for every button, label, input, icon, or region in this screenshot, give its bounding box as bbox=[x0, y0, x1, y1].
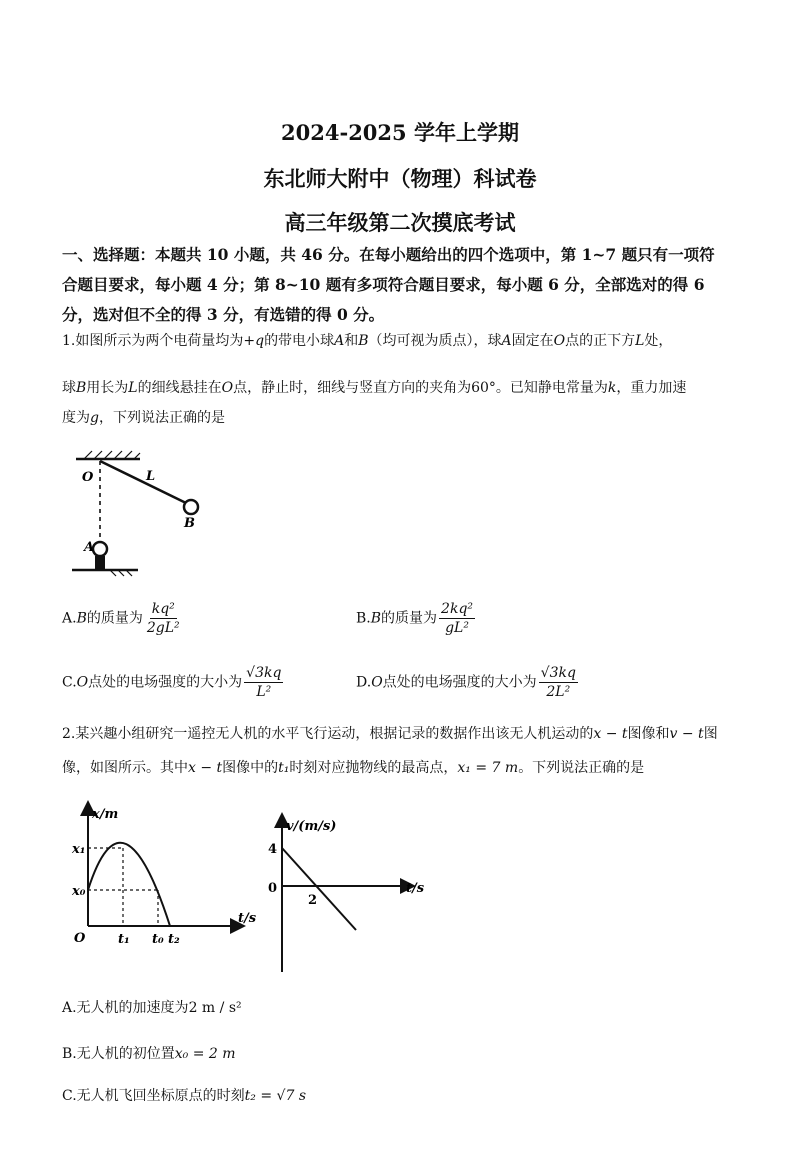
ball-b-icon bbox=[184, 500, 198, 514]
fraction: $\frac{\text{kq²}}{\text{2gL²}}$ bbox=[146, 601, 180, 636]
q1-line-3: 度为g，下列说法正确的是 bbox=[62, 410, 225, 426]
exam-school-title: 东北师大附中（物理）科试卷 bbox=[263, 166, 537, 191]
q1-option-a[interactable]: A.B的质量为 $\frac{\text{kq²}}{\text{2gL²}}$ bbox=[62, 601, 180, 636]
vt-xlabel: t/s bbox=[406, 881, 425, 896]
q2-line-2: 像，如图所示。其中x − t图像中的t₁时刻对应抛物线的最高点，x₁ = 7 m。下列说法正确的是 bbox=[62, 760, 645, 776]
section-instructions bbox=[62, 240, 752, 330]
q1-pendulum-figure bbox=[68, 447, 218, 577]
q1-option-c[interactable]: C.O点处的电场强度的大小为 $\frac{√3kq}{\text{L²}}$ bbox=[62, 665, 282, 700]
xt-t0: t₀ bbox=[152, 932, 164, 947]
section-line-1: 一、选择题：本题共 10 小题，共 46 分。在每小题给出的四个选项中，第 1~7 题只有一项符 bbox=[62, 245, 715, 264]
vt-y4: 4 bbox=[268, 842, 278, 857]
label-b: B bbox=[184, 516, 195, 531]
xt-ylabel: x/m bbox=[92, 807, 119, 822]
exam-name-title: 高三年级第二次摸底考试 bbox=[284, 210, 516, 235]
q2-option-a[interactable]: A.无人机的加速度为2 m / s² bbox=[62, 1000, 242, 1016]
vt-graph bbox=[262, 812, 442, 977]
section-line-2: 合题目要求，每小题 4 分；第 8~10 题有多项符合题目要求，每小题 6 分，全部选对的得 6 bbox=[62, 275, 705, 294]
q1-option-b[interactable]: B.B的质量为 $\frac{\text{2kq²}}{\text{gL²}}$ bbox=[356, 601, 474, 636]
q2-option-c[interactable]: C.无人机飞回坐标原点的时刻t₂ = √7 s bbox=[62, 1088, 307, 1104]
q1-option-d[interactable]: D.O点处的电场强度的大小为 $\frac{√3kq}{\text{2L²}}$ bbox=[356, 665, 576, 700]
xt-x1-label: x₁ bbox=[72, 842, 86, 857]
q1-line-1: 1.如图所示为两个电荷量均为+q的带电小球A和B（均可视为质点），球A固定在O点的正下方L处， bbox=[62, 333, 673, 349]
xt-t2: t₂ bbox=[168, 932, 180, 947]
fraction: $\frac{√3kq}{\text{2L²}}$ bbox=[540, 665, 576, 700]
xt-x0-label: x₀ bbox=[72, 884, 86, 899]
q2-line-1: 2.某兴趣小组研究一遥控无人机的水平飞行运动，根据记录的数据作出该无人机运动的x − t图像和v − t图 bbox=[62, 726, 718, 742]
xt-parabola bbox=[88, 843, 170, 926]
ball-a-icon bbox=[93, 542, 107, 556]
vt-ylabel: v/(m/s) bbox=[286, 819, 337, 834]
ball-a-stand bbox=[95, 556, 105, 569]
q1-line-2: 球B用长为L的细线悬挂在O点，静止时，细线与竖直方向的夹角为60°。已知静电常量为k，重力加速 bbox=[62, 380, 687, 396]
vt-line bbox=[282, 848, 356, 930]
vt-tick-2: 2 bbox=[308, 893, 318, 908]
fraction: $\frac{\text{2kq²}}{\text{gL²}}$ bbox=[441, 601, 474, 636]
fraction: $\frac{√3kq}{\text{L²}}$ bbox=[246, 665, 282, 700]
string-line bbox=[100, 461, 186, 503]
vt-origin: 0 bbox=[268, 881, 278, 896]
label-a: A bbox=[84, 540, 95, 555]
xt-xlabel: t/s bbox=[238, 911, 257, 926]
section-line-3: 分，选对但不全的得 3 分，有选错的得 0 分。 bbox=[62, 305, 385, 324]
label-o: O bbox=[82, 470, 94, 485]
label-l: L bbox=[146, 469, 156, 484]
xt-graph bbox=[66, 800, 266, 950]
xt-origin: O bbox=[74, 931, 86, 946]
q2-option-b[interactable]: B.无人机的初位置x₀ = 2 m bbox=[62, 1046, 236, 1062]
xt-t1: t₁ bbox=[118, 932, 130, 947]
exam-year-title: 2024-2025 学年上学期 bbox=[281, 120, 519, 145]
